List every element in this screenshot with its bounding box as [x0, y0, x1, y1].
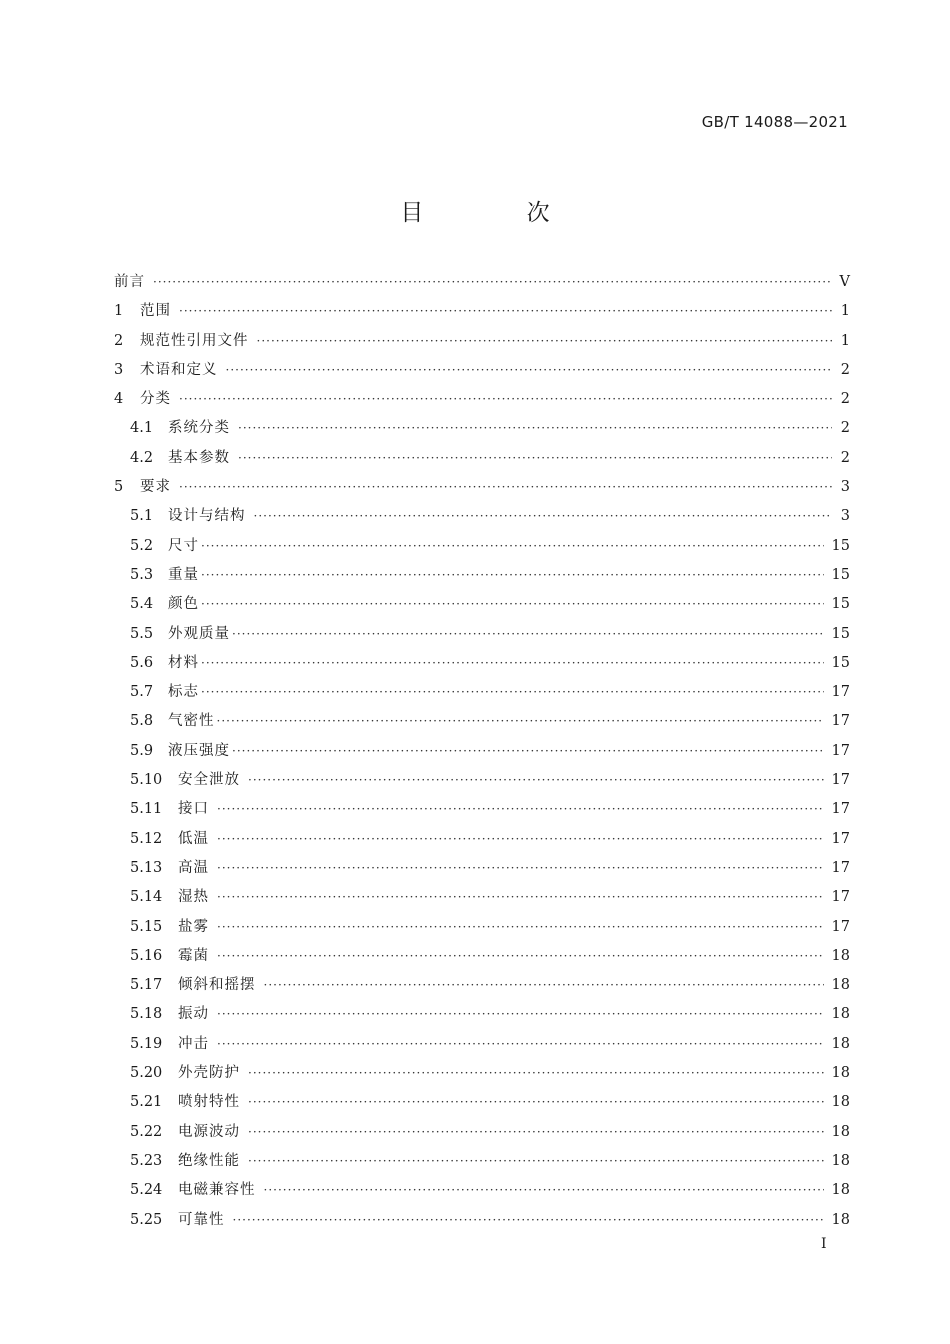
toc-entry-page: 15: [831, 566, 850, 583]
toc-leader-dots: [248, 1154, 824, 1168]
toc-entry-page: 2: [840, 391, 850, 408]
toc-leader-dots: [264, 978, 824, 992]
toc-entry-number: 5.21: [130, 1094, 163, 1111]
toc-entry-page: 18: [831, 977, 850, 994]
toc-entry-number: 5.22: [130, 1123, 163, 1140]
standard-code: GB/T 14088—2021: [701, 113, 848, 131]
toc-entry-page: 17: [831, 772, 850, 789]
toc-entry-number: 5.1: [130, 508, 154, 525]
toc-entry[interactable]: [114, 915, 850, 944]
toc-entry-label: 设计与结构: [168, 508, 246, 525]
toc-entry-label: 高温: [178, 859, 209, 876]
toc-entry[interactable]: [114, 446, 850, 475]
toc-entry-number: 5.25: [130, 1211, 163, 1228]
toc-entry-number: 5.23: [130, 1152, 163, 1169]
toc-leader-dots: [238, 451, 832, 465]
toc-entry-number: 5.11: [130, 801, 163, 818]
toc-leader-dots: [201, 685, 824, 699]
table-of-contents: [114, 270, 850, 1237]
toc-leader-dots: [217, 890, 824, 904]
toc-entry-number: 5.20: [130, 1065, 163, 1082]
toc-entry-page: 17: [831, 742, 850, 759]
toc-entry-page: 15: [831, 625, 850, 642]
toc-leader-dots: [248, 1125, 824, 1139]
toc-leader-dots: [248, 773, 824, 787]
toc-entry-page: 3: [840, 479, 850, 496]
toc-leader-dots: [179, 392, 832, 406]
toc-entry-page: 2: [840, 361, 850, 378]
toc-entry[interactable]: [114, 592, 850, 621]
toc-entry-label: 前言: [114, 274, 145, 290]
toc-entry-label: 分类: [140, 391, 171, 408]
toc-entry-number: 4.1: [130, 420, 154, 437]
toc-entry[interactable]: [114, 270, 850, 299]
toc-entry-page: 17: [831, 830, 850, 847]
toc-entry[interactable]: [114, 827, 850, 856]
toc-leader-dots: [232, 627, 824, 641]
toc-entry[interactable]: [114, 1032, 850, 1061]
toc-leader-dots: [232, 744, 824, 758]
toc-entry-number: 5.5: [130, 625, 154, 642]
toc-leader-dots: [257, 334, 833, 348]
toc-entry-number: 5.6: [130, 654, 154, 671]
toc-entry-label: 低温: [178, 830, 209, 847]
toc-entry-label: 系统分类: [168, 420, 230, 437]
toc-entry[interactable]: [114, 1061, 850, 1090]
toc-leader-dots: [201, 539, 824, 553]
toc-entry-label: 盐雾: [178, 918, 209, 935]
toc-entry-number: 4: [114, 391, 124, 408]
toc-entry-page: 17: [831, 684, 850, 701]
toc-entry-number: 3: [114, 361, 124, 378]
toc-entry-number: 5.9: [130, 742, 154, 759]
toc-entry-label: 安全泄放: [178, 772, 240, 789]
toc-entry-label: 要求: [140, 479, 171, 496]
toc-entry-label: 绝缘性能: [178, 1152, 240, 1169]
toc-entry-number: 5.13: [130, 859, 163, 876]
toc-entry[interactable]: [114, 387, 850, 416]
toc-entry-label: 振动: [178, 1006, 209, 1023]
toc-entry-page: 17: [831, 713, 850, 730]
toc-entry-page: 18: [831, 1035, 850, 1052]
toc-entry-page: 17: [831, 801, 850, 818]
toc-leader-dots: [217, 1037, 824, 1051]
toc-entry-number: 2: [114, 332, 124, 349]
toc-entry[interactable]: [114, 797, 850, 826]
toc-entry[interactable]: [114, 856, 850, 885]
toc-entry-label: 材料: [168, 654, 199, 671]
toc-leader-dots: [217, 714, 824, 728]
toc-entry-label: 接口: [178, 801, 209, 818]
toc-leader-dots: [226, 363, 833, 377]
page-title: 目 次: [400, 200, 598, 226]
toc-leader-dots: [179, 304, 832, 318]
toc-entry[interactable]: [114, 709, 850, 738]
toc-entry[interactable]: [114, 622, 850, 651]
toc-entry[interactable]: [114, 358, 850, 387]
toc-entry-page: 15: [831, 654, 850, 671]
toc-entry-label: 规范性引用文件: [140, 332, 249, 349]
toc-entry[interactable]: [114, 680, 850, 709]
toc-entry-number: 5.24: [130, 1182, 163, 1199]
toc-entry-number: 5.12: [130, 830, 163, 847]
toc-entry-number: 5: [114, 479, 124, 496]
toc-entry[interactable]: [114, 329, 850, 358]
toc-leader-dots: [238, 421, 832, 435]
toc-entry-page: 18: [831, 1211, 850, 1228]
toc-leader-dots: [248, 1066, 824, 1080]
toc-entry[interactable]: [114, 1120, 850, 1149]
toc-entry-page: 18: [831, 947, 850, 964]
toc-entry[interactable]: [114, 1208, 850, 1237]
toc-entry-label: 尺寸: [168, 537, 199, 554]
toc-entry-label: 气密性: [168, 713, 215, 730]
toc-entry-page: 15: [831, 537, 850, 554]
toc-entry-page: 18: [831, 1006, 850, 1023]
toc-entry-page: 2: [840, 449, 850, 466]
toc-entry[interactable]: [114, 475, 850, 504]
toc-entry-page: 18: [831, 1094, 850, 1111]
toc-leader-dots: [153, 275, 832, 289]
toc-entry[interactable]: [114, 534, 850, 563]
toc-entry-label: 外壳防护: [178, 1065, 240, 1082]
toc-entry-page: 18: [831, 1152, 850, 1169]
toc-entry-label: 重量: [168, 566, 199, 583]
toc-entry[interactable]: [114, 416, 850, 445]
toc-entry-page: 2: [840, 420, 850, 437]
toc-leader-dots: [254, 509, 833, 523]
toc-entry-number: 5.17: [130, 977, 163, 994]
toc-leader-dots: [264, 1183, 824, 1197]
toc-leader-dots: [217, 861, 824, 875]
toc-entry-number: 5.4: [130, 596, 154, 613]
toc-entry-label: 范围: [140, 303, 171, 320]
toc-entry-page: 18: [831, 1123, 850, 1140]
toc-entry-number: 1: [114, 303, 124, 320]
toc-entry-label: 冲击: [178, 1035, 209, 1052]
toc-entry-number: 5.7: [130, 684, 154, 701]
toc-entry-number: 5.8: [130, 713, 154, 730]
toc-entry-label: 颜色: [168, 596, 199, 613]
toc-leader-dots: [217, 1007, 824, 1021]
toc-entry-page: 17: [831, 918, 850, 935]
toc-entry-number: 5.16: [130, 947, 163, 964]
toc-entry-label: 电源波动: [178, 1123, 240, 1140]
toc-entry-number: 5.10: [130, 772, 163, 789]
toc-leader-dots: [179, 480, 832, 494]
toc-entry-page: 1: [840, 303, 850, 320]
toc-entry[interactable]: [114, 1090, 850, 1119]
page-number: I: [821, 1236, 827, 1252]
toc-entry[interactable]: [114, 1178, 850, 1207]
toc-leader-dots: [201, 568, 824, 582]
toc-leader-dots: [217, 920, 824, 934]
toc-entry[interactable]: [114, 563, 850, 592]
toc-entry-label: 液压强度: [168, 742, 230, 759]
toc-leader-dots: [217, 802, 824, 816]
toc-entry-label: 可靠性: [178, 1211, 225, 1228]
toc-entry-number: 5.19: [130, 1035, 163, 1052]
toc-entry-page: 3: [840, 508, 850, 525]
toc-entry-label: 霉菌: [178, 947, 209, 964]
toc-entry-number: 5.3: [130, 566, 154, 583]
toc-entry-label: 术语和定义: [140, 361, 218, 378]
toc-entry-page: 18: [831, 1182, 850, 1199]
toc-leader-dots: [217, 832, 824, 846]
toc-entry-label: 外观质量: [168, 625, 230, 642]
toc-entry-label: 倾斜和摇摆: [178, 977, 256, 994]
toc-entry-label: 标志: [168, 684, 199, 701]
toc-leader-dots: [201, 597, 824, 611]
toc-leader-dots: [233, 1213, 824, 1227]
toc-entry-label: 电磁兼容性: [178, 1182, 256, 1199]
toc-entry[interactable]: [114, 1149, 850, 1178]
toc-entry-number: 5.18: [130, 1006, 163, 1023]
toc-entry-label: 基本参数: [168, 449, 230, 466]
toc-entry-number: 5.15: [130, 918, 163, 935]
toc-entry-number: 4.2: [130, 449, 154, 466]
toc-entry-page: 15: [831, 596, 850, 613]
toc-entry[interactable]: [114, 768, 850, 797]
toc-entry[interactable]: [114, 973, 850, 1002]
toc-entry-page: 18: [831, 1065, 850, 1082]
toc-entry-page: 1: [840, 332, 850, 349]
toc-leader-dots: [248, 1095, 824, 1109]
toc-leader-dots: [217, 949, 824, 963]
toc-entry-page: V: [839, 274, 850, 290]
toc-entry[interactable]: [114, 739, 850, 768]
toc-entry[interactable]: [114, 299, 850, 328]
toc-entry-number: 5.14: [130, 889, 163, 906]
toc-entry[interactable]: [114, 944, 850, 973]
toc-entry[interactable]: [114, 885, 850, 914]
toc-leader-dots: [201, 656, 824, 670]
toc-entry[interactable]: [114, 504, 850, 533]
toc-entry[interactable]: [114, 651, 850, 680]
toc-entry[interactable]: [114, 1002, 850, 1031]
toc-entry-page: 17: [831, 859, 850, 876]
toc-entry-number: 5.2: [130, 537, 154, 554]
toc-entry-page: 17: [831, 889, 850, 906]
toc-entry-label: 湿热: [178, 889, 209, 906]
toc-entry-label: 喷射特性: [178, 1094, 240, 1111]
